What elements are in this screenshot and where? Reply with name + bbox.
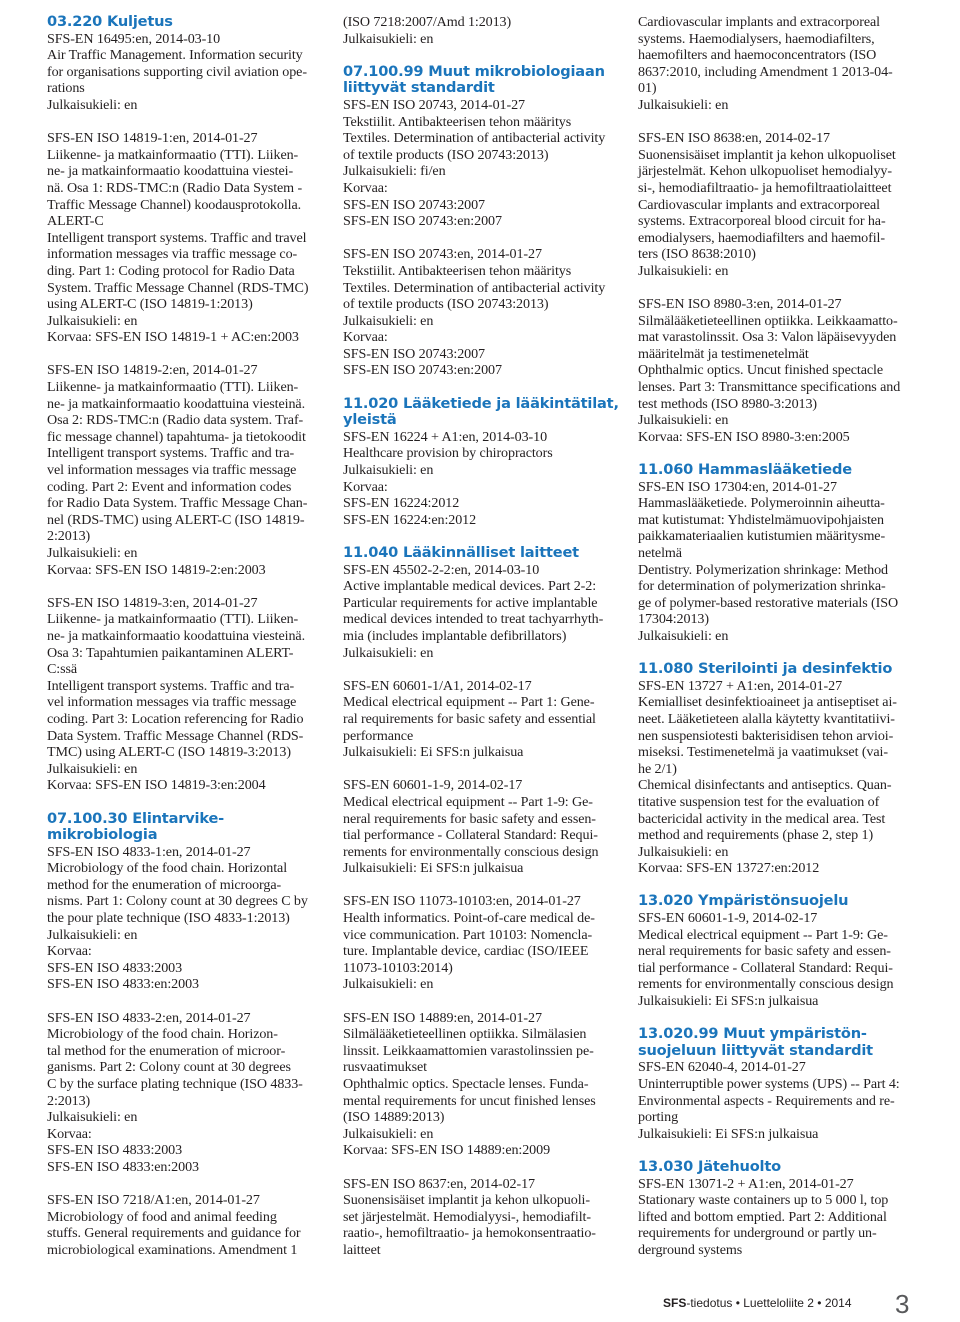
text-line: emodialysers, haemodiafilters and haemofil- bbox=[638, 229, 885, 246]
text-line: Medical electrical equipment -- Part 1: Gene- bbox=[343, 694, 595, 711]
text-line: Air Traffic Management. Information security bbox=[47, 47, 303, 64]
text-line: mia (includes implantable defibrillators) bbox=[343, 627, 567, 644]
column-2 bbox=[343, 14, 629, 1259]
text-line: Tekstiilit. Antibakteerisen tehon määritys bbox=[343, 113, 572, 130]
text-line: 11073-10103:2014) bbox=[343, 959, 453, 976]
entry-spacer bbox=[343, 993, 629, 1010]
text-line: neral requirements for basic safety and essen- bbox=[343, 810, 596, 827]
text-line: Traffic Message Channel) koodausprotokolla. bbox=[47, 196, 302, 213]
text-line: miseksi. Testimenetelmä ja vaatimukset (vai- bbox=[638, 744, 888, 761]
text-line: Medical electrical equipment -- Part 1-9: Ge- bbox=[343, 793, 593, 810]
text-line: Ophthalmic optics. Uncut finished spectacle bbox=[638, 362, 884, 379]
text-line: ters (ISO 8638:2010) bbox=[638, 246, 756, 263]
text-line: Julkaisukieli: fi/en bbox=[343, 163, 446, 180]
text-line: stuffs. General requirements and guidance for bbox=[47, 1225, 301, 1242]
text-line: Korvaa: SFS-EN 13727:en:2012 bbox=[638, 860, 820, 877]
text-line: SFS-EN ISO 4833:en:2003 bbox=[47, 1158, 199, 1175]
entry-spacer bbox=[638, 114, 924, 131]
text-line: for determination of polymerization shrinka- bbox=[638, 578, 886, 595]
text-line: vice communication. Part 10103: Nomencla- bbox=[343, 926, 593, 943]
text-line: Microbiology of food and animal feeding bbox=[47, 1208, 277, 1225]
text-line: Hammaslääketiede. Polymeroinnin aiheutta- bbox=[638, 495, 885, 512]
entry-spacer bbox=[343, 47, 629, 64]
entry-spacer bbox=[47, 1176, 333, 1193]
entry-spacer bbox=[47, 346, 333, 363]
text-line: Suonensisäiset implantit ja kehon ulkopuoliset bbox=[638, 146, 896, 163]
text-line: SFS-EN 16224:2012 bbox=[343, 495, 460, 512]
text-line: fic message channel) tapahtuma- ja tietokoodit bbox=[47, 428, 306, 445]
text-line: Julkaisukieli: Ei SFS:n julkaisua bbox=[343, 860, 524, 877]
text-line: Julkaisukieli: en bbox=[47, 96, 138, 113]
entry-spacer bbox=[47, 993, 333, 1010]
text-line: method and requirements (phase 2, step 1) bbox=[638, 827, 874, 844]
text-line: SFS-EN ISO 4833-2:en, 2014-01-27 bbox=[47, 1009, 251, 1026]
text-line: test methods (ISO 8980-3:2013) bbox=[638, 395, 818, 412]
text-line: System. Traffic Message Channel (RDS-TMC) bbox=[47, 279, 309, 296]
text-line: Intelligent transport systems. Traffic and travel bbox=[47, 229, 307, 246]
text-line: C by the surface plating technique (ISO 4833- bbox=[47, 1076, 303, 1092]
text-line: SFS-EN ISO 20743, 2014-01-27 bbox=[343, 96, 525, 113]
text-line: SFS-EN ISO 8637:en, 2014-02-17 bbox=[343, 1175, 535, 1192]
text-line: Korvaa: bbox=[47, 1125, 92, 1142]
text-line: raatio-, hemofiltraatio- ja hemokonsentraatio- bbox=[343, 1225, 596, 1242]
text-line: Liikenne- ja matkainformaatio (TTI). Liiken- bbox=[47, 611, 299, 628]
text-line: coding. Part 3: Location referencing for Radio bbox=[47, 710, 304, 727]
text-line: Liikenne- ja matkainformaatio (TTI). Liiken- bbox=[47, 379, 299, 396]
text-line: SFS-EN ISO 4833-1:en, 2014-01-27 bbox=[47, 843, 251, 860]
section-heading: liittyvät standardit bbox=[343, 79, 495, 97]
text-line: rements for environmentally conscious design bbox=[343, 843, 599, 860]
text-line: Korvaa: bbox=[343, 478, 388, 495]
text-line: for organisations supporting civil aviation ope- bbox=[47, 63, 307, 80]
text-line: 8637:2010, including Amendment 1 2013-04- bbox=[638, 63, 893, 80]
text-line: he 2/1) bbox=[638, 760, 677, 777]
column-1 bbox=[47, 14, 333, 1259]
text-line: derground systems bbox=[638, 1241, 743, 1258]
section-heading: 11.080 Sterilointi ja desinfektio bbox=[638, 660, 893, 678]
text-line: Health informatics. Point-of-care medical de- bbox=[343, 910, 595, 927]
text-line: SFS-EN ISO 8980-3:en, 2014-01-27 bbox=[638, 296, 842, 313]
text-line: Medical electrical equipment -- Part 1-9: Ge- bbox=[638, 926, 888, 943]
entry-spacer bbox=[343, 379, 629, 396]
text-line: Osa 3: Tapahtumien paikantaminen ALERT- bbox=[47, 644, 294, 661]
entry-spacer bbox=[638, 1142, 924, 1159]
text-line: SFS-EN ISO 4833:2003 bbox=[47, 959, 183, 976]
text-line: ALERT-C bbox=[47, 213, 104, 230]
text-line: mat varastolinssit. Osa 3: Valon läpäisevyyden bbox=[638, 329, 897, 346]
text-line: SFS-EN ISO 17304:en, 2014-01-27 bbox=[638, 478, 837, 495]
text-line: Julkaisukieli: en bbox=[47, 1109, 138, 1126]
text-line: paikkamateriaalien kutistumien määritysme- bbox=[638, 528, 886, 545]
entry-spacer bbox=[343, 877, 629, 894]
text-line: vel information messages via traffic message bbox=[47, 694, 297, 711]
text-line: Korvaa: SFS-EN ISO 14819-2:en:2003 bbox=[47, 561, 266, 578]
text-line: (ISO 7218:2007/Amd 1:2013) bbox=[343, 14, 512, 30]
text-line: SFS-EN ISO 8638:en, 2014-02-17 bbox=[638, 130, 830, 147]
text-line: SFS-EN 45502-2-2:en, 2014-03-10 bbox=[343, 561, 540, 578]
text-line: lifted and bottom emptied. Part 2: Additional bbox=[638, 1208, 887, 1225]
text-line: Dentistry. Polymerization shrinkage: Method bbox=[638, 561, 888, 578]
text-line: 01) bbox=[638, 80, 657, 97]
page-number: 3 bbox=[895, 1289, 910, 1319]
text-line: SFS-EN ISO 20743:en, 2014-01-27 bbox=[343, 246, 542, 263]
text-line: haemofilters and haemoconcentrators (ISO bbox=[638, 47, 877, 64]
text-line: laitteet bbox=[343, 1241, 381, 1258]
text-line: Suonensisäiset implantit ja kehon ulkopuoli- bbox=[343, 1192, 590, 1209]
text-line: Stationary waste containers up to 5 000 l, top bbox=[638, 1192, 889, 1209]
text-line: bactericidal activity in the medical area. Test bbox=[638, 810, 886, 827]
text-line: SFS-EN 62040-4, 2014-01-27 bbox=[638, 1059, 806, 1076]
section-heading: yleistä bbox=[343, 411, 397, 429]
text-line: Korvaa: SFS-EN ISO 14819-1 + AC:en:2003 bbox=[47, 329, 299, 346]
text-line: tal method for the enumeration of microor- bbox=[47, 1042, 286, 1059]
entry-spacer bbox=[343, 1159, 629, 1176]
text-line: Silmälääketieteellinen optiikka. Leikkaamatto- bbox=[638, 312, 898, 329]
text-line: SFS-EN ISO 20743:2007 bbox=[343, 196, 485, 213]
section-heading: suojeluun liittyvät standardit bbox=[638, 1041, 873, 1059]
entry-spacer bbox=[638, 645, 924, 662]
text-line: SFS-EN ISO 14819-2:en, 2014-01-27 bbox=[47, 362, 258, 379]
text-line: Julkaisukieli: en bbox=[47, 760, 138, 777]
text-line: SFS-EN 60601-1-9, 2014-02-17 bbox=[343, 777, 523, 794]
text-line: linssit. Leikkaamattomien varastolinssien pe- bbox=[343, 1042, 594, 1059]
text-line: neral requirements for basic safety and essen- bbox=[638, 943, 891, 960]
text-line: tial performance - Collateral Standard: Requi- bbox=[638, 959, 893, 976]
column-3 bbox=[638, 14, 924, 1259]
text-line: Julkaisukieli: en bbox=[343, 976, 434, 993]
section-heading: 13.030 Jätehuolto bbox=[638, 1157, 781, 1175]
text-line: Julkaisukieli: Ei SFS:n julkaisua bbox=[638, 993, 819, 1010]
text-line: mat kutistumat: Yhdistelmämuovipohjaisten bbox=[638, 511, 884, 528]
text-line: ge of polymer-based restorative materials (ISO bbox=[638, 594, 899, 611]
section-heading: 13.020.99 Muut ympäristön- bbox=[638, 1025, 867, 1043]
text-line: for Radio Data System. Traffic Message Chan- bbox=[47, 495, 308, 512]
text-line: Julkaisukieli: en bbox=[638, 262, 729, 279]
text-line: Liikenne- ja matkainformaatio (TTI). Liiken- bbox=[47, 146, 299, 163]
text-line: 2:2013) bbox=[47, 528, 91, 545]
text-line: Korvaa: bbox=[343, 179, 388, 196]
text-line: information messages via traffic message co- bbox=[47, 246, 298, 263]
text-line: using ALERT-C (ISO 14819-1:2013) bbox=[47, 296, 253, 313]
text-line: si-, hemodiafiltraatio- ja hemofiltraatiolaitteet bbox=[638, 179, 892, 196]
text-line: Intelligent transport systems. Traffic and tra- bbox=[47, 677, 295, 694]
text-line: nisms. Part 1: Colony count at 30 degrees C by bbox=[47, 893, 308, 910]
text-line: C:ssä bbox=[47, 661, 78, 678]
text-line: Julkaisukieli: en bbox=[638, 843, 729, 860]
text-line: of textile products (ISO 20743:2013) bbox=[343, 146, 549, 163]
text-line: Korvaa: SFS-EN ISO 14819-3:en:2004 bbox=[47, 777, 266, 794]
text-line: Julkaisukieli: en bbox=[343, 462, 434, 479]
text-line: vel information messages via traffic message bbox=[47, 462, 297, 479]
page-footer bbox=[663, 1289, 923, 1322]
text-line: Silmälääketieteellinen optiikka. Silmälasien bbox=[343, 1026, 587, 1043]
entry-spacer bbox=[343, 661, 629, 678]
text-line: nel (RDS-TMC) using ALERT-C (ISO 14819- bbox=[47, 511, 305, 528]
text-line: Textiles. Determination of antibacterial activity bbox=[343, 279, 606, 296]
text-line: Julkaisukieli: en bbox=[638, 627, 729, 644]
text-line: of textile products (ISO 20743:2013) bbox=[343, 296, 549, 313]
text-line: set järjestelmät. Hemodialyysi-, hemodiafilt- bbox=[343, 1208, 591, 1225]
text-line: Julkaisukieli: en bbox=[638, 96, 729, 113]
text-line: 17304:2013) bbox=[638, 611, 709, 628]
text-line: Julkaisukieli: en bbox=[47, 312, 138, 329]
text-line: rations bbox=[47, 80, 85, 97]
text-line: Korvaa: SFS-EN ISO 14889:en:2009 bbox=[343, 1142, 551, 1159]
text-line: medical devices intended to treat tachyarrhyth- bbox=[343, 611, 604, 628]
text-line: Korvaa: bbox=[47, 943, 92, 960]
text-line: tial performance - Collateral Standard: Requi- bbox=[343, 827, 598, 844]
entry-spacer bbox=[47, 794, 333, 811]
text-line: 2:2013) bbox=[47, 1092, 91, 1109]
text-line: ne- ja matkainformaatio koodattuina viestei- bbox=[47, 163, 294, 180]
footer-issue: -tiedotus • Luetteloliite 2 • 2014 bbox=[686, 1296, 852, 1310]
text-line: rusvaatimukset bbox=[343, 1059, 427, 1076]
text-line: Julkaisukieli: en bbox=[343, 1125, 434, 1142]
text-line: SFS-EN ISO 14889:en, 2014-01-27 bbox=[343, 1009, 542, 1026]
text-line: Healthcare provision by chiropractors bbox=[343, 445, 553, 462]
text-line: ral requirements for basic safety and essential bbox=[343, 710, 596, 727]
text-line: SFS-EN 60601-1-9, 2014-02-17 bbox=[638, 910, 818, 927]
text-line: Julkaisukieli: Ei SFS:n julkaisua bbox=[638, 1125, 819, 1142]
text-line: Julkaisukieli: en bbox=[343, 30, 434, 47]
text-line: SFS-EN ISO 20743:en:2007 bbox=[343, 213, 502, 230]
text-line: Julkaisukieli: en bbox=[343, 644, 434, 661]
text-line: SFS-EN ISO 4833:en:2003 bbox=[47, 976, 199, 993]
text-line: (ISO 14889:2013) bbox=[343, 1109, 445, 1126]
text-line: ne- ja matkainformaatio koodattuina viesteinä. bbox=[47, 627, 305, 644]
text-line: Environmental aspects - Requirements and re- bbox=[638, 1092, 895, 1109]
text-line: Julkaisukieli: Ei SFS:n julkaisua bbox=[343, 744, 524, 761]
text-line: TMC) using ALERT-C (ISO 14819-3:2013) bbox=[47, 744, 291, 761]
entry-spacer bbox=[343, 761, 629, 778]
text-line: nä. Osa 1: RDS-TMC:n (Radio Data System - bbox=[47, 179, 303, 196]
text-line: rements for environmentally conscious design bbox=[638, 976, 894, 993]
text-line: Textiles. Determination of antibacterial activity bbox=[343, 130, 606, 147]
section-heading: 11.060 Hammaslääketiede bbox=[638, 461, 852, 479]
text-line: Cardiovascular implants and extracorporeal bbox=[638, 14, 880, 30]
text-line: SFS-EN ISO 4833:2003 bbox=[47, 1142, 183, 1159]
entry-spacer bbox=[47, 578, 333, 595]
entry-spacer bbox=[343, 528, 629, 545]
text-line: Active implantable medical devices. Part 2-2: bbox=[343, 578, 597, 595]
text-line: ne- ja matkainformaatio koodattuina viesteinä. bbox=[47, 395, 305, 412]
text-line: the pour plate technique (ISO 4833-1:2013) bbox=[47, 910, 290, 927]
text-line: määritelmät ja testimenetelmät bbox=[638, 345, 809, 362]
entry-spacer bbox=[638, 877, 924, 894]
text-line: SFS-EN ISO 11073-10103:en, 2014-01-27 bbox=[343, 893, 581, 910]
text-line: SFS-EN 16495:en, 2014-03-10 bbox=[47, 30, 221, 47]
text-line: SFS-EN 60601-1/A1, 2014-02-17 bbox=[343, 677, 532, 694]
text-line: requirements for underground or partly un- bbox=[638, 1225, 877, 1242]
text-line: method for the enumeration of microorga- bbox=[47, 876, 282, 893]
section-heading: 07.100.99 Muut mikrobiologiaan bbox=[343, 62, 605, 80]
text-line: nen suspensiotesti bakterisidisen tehon arvioi- bbox=[638, 727, 894, 744]
text-line: Data System. Traffic Message Channel (RDS- bbox=[47, 727, 304, 744]
text-line: Julkaisukieli: en bbox=[638, 412, 729, 429]
text-line: Microbiology of the food chain. Horizontal bbox=[47, 860, 288, 877]
text-line: coding. Part 2: Event and information codes bbox=[47, 478, 292, 495]
text-line: lenses. Part 3: Transmittance specifications and bbox=[638, 379, 901, 396]
text-line: Intelligent transport systems. Traffic and tra- bbox=[47, 445, 295, 462]
text-line: systems. Haemodialysers, haemodiafilters, bbox=[638, 30, 875, 47]
text-line: Julkaisukieli: en bbox=[47, 926, 138, 943]
text-line: porting bbox=[638, 1109, 679, 1126]
text-line: järjestelmät. Kehon ulkopuoliset hemodialyy- bbox=[638, 163, 892, 180]
text-line: SFS-EN ISO 20743:en:2007 bbox=[343, 362, 502, 379]
text-line: SFS-EN ISO 20743:2007 bbox=[343, 345, 485, 362]
section-heading: mikrobiologia bbox=[47, 826, 158, 844]
text-line: titative suspension test for the evaluation of bbox=[638, 793, 880, 810]
text-line: ganisms. Part 2: Colony count at 30 degrees bbox=[47, 1059, 291, 1076]
section-heading: 03.220 Kuljetus bbox=[47, 13, 173, 30]
section-heading: 07.100.30 Elintarvike- bbox=[47, 809, 225, 827]
footer-brand: SFS bbox=[663, 1296, 687, 1310]
text-line: Uninterruptible power systems (UPS) -- Part 4: bbox=[638, 1076, 900, 1092]
text-line: neet. Lääketieteen alalla käytetty kvantitatiivi- bbox=[638, 710, 895, 727]
entry-spacer bbox=[638, 280, 924, 297]
entry-spacer bbox=[638, 1010, 924, 1027]
text-line: SFS-EN ISO 7218/A1:en, 2014-01-27 bbox=[47, 1192, 260, 1209]
text-line: mental requirements for uncut finished lenses bbox=[343, 1092, 596, 1109]
text-line: Ophthalmic optics. Spectacle lenses. Funda- bbox=[343, 1076, 589, 1092]
text-line: SFS-EN ISO 14819-3:en, 2014-01-27 bbox=[47, 594, 258, 611]
text-line: ture. Implantable device, cardiac (ISO/IEEE bbox=[343, 943, 589, 960]
footer-publication bbox=[663, 1296, 852, 1310]
text-line: ding. Part 1: Coding protocol for Radio Data bbox=[47, 262, 295, 279]
entry-spacer bbox=[47, 114, 333, 131]
text-line: SFS-EN 16224:en:2012 bbox=[343, 511, 477, 528]
text-line: Osa 2: RDS-TMC:n (Radio data system. Traf- bbox=[47, 412, 304, 429]
text-line: performance bbox=[343, 727, 414, 744]
entry-spacer bbox=[638, 445, 924, 462]
text-line: SFS-EN 16224 + A1:en, 2014-03-10 bbox=[343, 428, 548, 445]
text-line: SFS-EN 13727 + A1:en, 2014-01-27 bbox=[638, 677, 843, 694]
text-line: Particular requirements for active implantable bbox=[343, 594, 598, 611]
section-heading: 11.040 Lääkinnälliset laitteet bbox=[343, 544, 579, 561]
entry-spacer bbox=[343, 230, 629, 247]
text-line: Korvaa: SFS-EN ISO 8980-3:en:2005 bbox=[638, 428, 850, 445]
text-line: SFS-EN ISO 14819-1:en, 2014-01-27 bbox=[47, 130, 258, 147]
text-line: Chemical disinfectants and antiseptics. Quan- bbox=[638, 777, 892, 794]
text-line: Microbiology of the food chain. Horizon- bbox=[47, 1026, 278, 1043]
text-line: Tekstiilit. Antibakteerisen tehon määritys bbox=[343, 262, 572, 279]
text-line: SFS-EN 13071-2 + A1:en, 2014-01-27 bbox=[638, 1175, 854, 1192]
text-line: Julkaisukieli: en bbox=[47, 545, 138, 561]
section-heading: 13.020 Ympäristönsuojelu bbox=[638, 892, 849, 910]
text-line: Kemialliset desinfektioaineet ja antiseptiset ai- bbox=[638, 694, 897, 711]
section-heading: 11.020 Lääketiede ja lääkintätilat, bbox=[343, 394, 619, 412]
text-line: microbiological examinations. Amendment 1 bbox=[47, 1241, 298, 1258]
text-line: Korvaa: bbox=[343, 329, 388, 346]
text-line: netelmä bbox=[638, 545, 682, 561]
text-line: Julkaisukieli: en bbox=[343, 312, 434, 329]
text-line: Cardiovascular implants and extracorporeal bbox=[638, 196, 880, 213]
text-line: systems. Extracorporeal blood circuit for ha- bbox=[638, 213, 886, 230]
